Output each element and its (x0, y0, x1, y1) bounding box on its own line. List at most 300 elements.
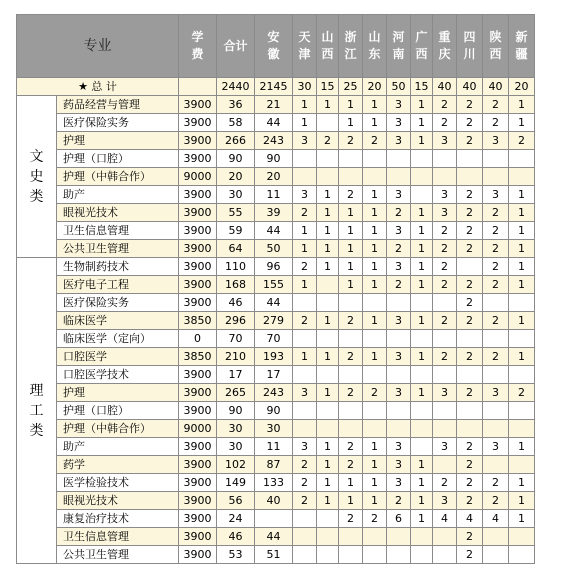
quota-cell: 1 (363, 114, 387, 132)
quota-cell (483, 420, 509, 438)
total-value-cell: 2145 (255, 78, 293, 96)
quota-cell: 1 (317, 222, 339, 240)
quota-cell: 193 (255, 348, 293, 366)
quota-cell (509, 168, 535, 186)
quota-cell: 2 (433, 348, 457, 366)
header-province-1: 天津 (293, 15, 317, 78)
quota-cell: 1 (411, 276, 433, 294)
quota-cell: 3 (483, 384, 509, 402)
quota-cell: 3 (387, 348, 411, 366)
quota-cell (433, 546, 457, 564)
header-major: 专业 (17, 15, 179, 78)
quota-cell: 1 (339, 204, 363, 222)
fee-cell: 3900 (179, 546, 217, 564)
quota-cell: 1 (293, 348, 317, 366)
quota-cell (483, 294, 509, 312)
quota-cell: 1 (509, 492, 535, 510)
fee-cell: 3900 (179, 474, 217, 492)
quota-cell (433, 366, 457, 384)
table-row (17, 420, 535, 438)
quota-cell: 1 (411, 96, 433, 114)
quota-cell: 2 (293, 312, 317, 330)
header-province-4: 山东 (363, 15, 387, 78)
quota-cell: 2 (293, 492, 317, 510)
quota-cell: 1 (363, 276, 387, 294)
quota-cell (363, 366, 387, 384)
quota-cell: 4 (433, 510, 457, 528)
quota-cell: 3 (387, 456, 411, 474)
quota-cell: 243 (255, 132, 293, 150)
quota-cell: 1 (363, 96, 387, 114)
quota-cell: 1 (293, 114, 317, 132)
quota-cell: 87 (255, 456, 293, 474)
quota-cell: 1 (293, 276, 317, 294)
quota-cell: 3 (433, 204, 457, 222)
total-value-cell: 40 (433, 78, 457, 96)
major-name-cell: 公共卫生管理 (57, 546, 179, 564)
quota-cell: 1 (363, 258, 387, 276)
quota-cell (255, 510, 293, 528)
quota-cell: 1 (363, 474, 387, 492)
major-name-cell: 医疗电子工程 (57, 276, 179, 294)
quota-cell (293, 294, 317, 312)
quota-cell: 50 (255, 240, 293, 258)
quota-cell (411, 402, 433, 420)
table-row (17, 168, 535, 186)
quota-cell: 3 (483, 438, 509, 456)
major-name-cell: 助产 (57, 186, 179, 204)
total-cell: 56 (217, 492, 255, 510)
major-name-cell: 护理 (57, 132, 179, 150)
quota-cell: 2 (483, 312, 509, 330)
quota-cell (509, 330, 535, 348)
quota-cell: 3 (433, 132, 457, 150)
quota-cell (317, 150, 339, 168)
quota-cell (363, 150, 387, 168)
major-name-cell: 药学 (57, 456, 179, 474)
quota-cell (363, 330, 387, 348)
total-label: ★ 总 计 (17, 78, 179, 96)
total-cell: 30 (217, 420, 255, 438)
major-name-cell: 医疗保险实务 (57, 294, 179, 312)
quota-cell (457, 420, 483, 438)
quota-cell: 1 (317, 438, 339, 456)
quota-cell (339, 546, 363, 564)
quota-cell: 133 (255, 474, 293, 492)
table-row (17, 330, 535, 348)
quota-cell (387, 150, 411, 168)
header-province-8: 四川 (457, 15, 483, 78)
major-name-cell: 临床医学 (57, 312, 179, 330)
quota-cell (293, 510, 317, 528)
quota-cell: 1 (411, 474, 433, 492)
quota-cell: 1 (509, 240, 535, 258)
quota-cell: 2 (509, 384, 535, 402)
quota-cell: 1 (317, 312, 339, 330)
table-row (17, 384, 535, 402)
quota-cell: 90 (255, 402, 293, 420)
total-cell: 64 (217, 240, 255, 258)
quota-cell: 2 (483, 348, 509, 366)
quota-cell: 3 (387, 186, 411, 204)
quota-cell: 2 (433, 258, 457, 276)
quota-cell: 1 (317, 492, 339, 510)
fee-cell: 3850 (179, 348, 217, 366)
quota-cell: 2 (457, 240, 483, 258)
quota-cell: 2 (433, 222, 457, 240)
quota-cell: 4 (457, 510, 483, 528)
quota-cell (411, 528, 433, 546)
quota-cell: 1 (339, 276, 363, 294)
quota-cell: 1 (411, 384, 433, 402)
total-cell: 265 (217, 384, 255, 402)
quota-cell: 2 (509, 132, 535, 150)
quota-cell: 3 (387, 438, 411, 456)
quota-cell: 1 (293, 96, 317, 114)
quota-cell: 1 (363, 240, 387, 258)
total-cell: 17 (217, 366, 255, 384)
quota-cell (339, 168, 363, 186)
quota-cell: 2 (457, 474, 483, 492)
quota-cell (411, 420, 433, 438)
quota-cell: 1 (509, 204, 535, 222)
quota-cell: 21 (255, 96, 293, 114)
quota-cell: 155 (255, 276, 293, 294)
table-row (17, 510, 535, 528)
fee-cell: 3900 (179, 510, 217, 528)
total-cell: 59 (217, 222, 255, 240)
quota-cell: 1 (509, 114, 535, 132)
quota-cell: 2 (457, 384, 483, 402)
quota-cell: 3 (293, 384, 317, 402)
total-cell: 46 (217, 294, 255, 312)
fee-cell: 3850 (179, 312, 217, 330)
table-row (17, 456, 535, 474)
quota-cell: 243 (255, 384, 293, 402)
fee-cell: 3900 (179, 528, 217, 546)
quota-cell: 2 (483, 114, 509, 132)
quota-cell: 1 (509, 438, 535, 456)
category-cell (17, 258, 57, 564)
total-cell: 90 (217, 402, 255, 420)
table-row (17, 528, 535, 546)
quota-cell: 1 (363, 438, 387, 456)
quota-cell: 1 (509, 276, 535, 294)
quota-cell (363, 402, 387, 420)
quota-cell: 1 (411, 510, 433, 528)
total-value-cell: 20 (509, 78, 535, 96)
quota-cell (411, 294, 433, 312)
quota-cell: 2 (339, 438, 363, 456)
table-row (17, 132, 535, 150)
quota-cell: 40 (255, 492, 293, 510)
quota-cell: 2 (457, 348, 483, 366)
quota-cell (483, 528, 509, 546)
quota-cell (433, 168, 457, 186)
quota-cell: 44 (255, 528, 293, 546)
quota-cell: 1 (411, 240, 433, 258)
quota-cell (483, 366, 509, 384)
total-value-cell: 40 (457, 78, 483, 96)
quota-cell (293, 168, 317, 186)
quota-cell: 1 (509, 96, 535, 114)
major-name-cell: 药品经营与管理 (57, 96, 179, 114)
quota-cell (317, 330, 339, 348)
total-cell: 102 (217, 456, 255, 474)
fee-cell: 3900 (179, 114, 217, 132)
quota-cell: 1 (317, 474, 339, 492)
quota-cell: 2 (433, 312, 457, 330)
table-row (17, 222, 535, 240)
major-name-cell: 护理 (57, 384, 179, 402)
total-cell: 168 (217, 276, 255, 294)
quota-cell: 1 (317, 204, 339, 222)
total-value-cell: 2440 (217, 78, 255, 96)
quota-cell: 2 (483, 276, 509, 294)
quota-cell (457, 258, 483, 276)
header-province-0: 安徽 (255, 15, 293, 78)
quota-cell: 2 (483, 474, 509, 492)
major-name-cell: 口腔医学技术 (57, 366, 179, 384)
quota-cell: 2 (457, 312, 483, 330)
quota-cell: 1 (509, 474, 535, 492)
table-row (17, 492, 535, 510)
table-row (17, 114, 535, 132)
quota-cell (509, 546, 535, 564)
header-province-10: 新疆 (509, 15, 535, 78)
quota-cell: 1 (293, 240, 317, 258)
quota-cell: 2 (457, 546, 483, 564)
quota-cell: 3 (293, 438, 317, 456)
total-cell: 110 (217, 258, 255, 276)
quota-cell (509, 294, 535, 312)
quota-cell (317, 402, 339, 420)
major-name-cell: 护理（口腔） (57, 150, 179, 168)
header-province-5: 河南 (387, 15, 411, 78)
quota-cell: 1 (317, 240, 339, 258)
quota-cell (509, 528, 535, 546)
quota-cell: 3 (433, 492, 457, 510)
table-row (17, 258, 535, 276)
fee-cell: 3900 (179, 366, 217, 384)
table-row (17, 438, 535, 456)
total-value-cell: 25 (339, 78, 363, 96)
quota-cell: 3 (433, 438, 457, 456)
major-name-cell: 眼视光技术 (57, 492, 179, 510)
quota-cell (317, 276, 339, 294)
total-value-cell: 15 (317, 78, 339, 96)
quota-cell: 2 (339, 348, 363, 366)
quota-cell: 2 (293, 456, 317, 474)
quota-cell (509, 150, 535, 168)
quota-cell: 3 (483, 186, 509, 204)
quota-cell (509, 420, 535, 438)
quota-cell: 1 (293, 222, 317, 240)
quota-cell (387, 546, 411, 564)
total-fee-cell (179, 78, 217, 96)
quota-cell: 1 (509, 348, 535, 366)
category-label: 文史类 (29, 148, 44, 205)
quota-cell: 2 (339, 510, 363, 528)
quota-cell: 1 (317, 186, 339, 204)
table-row (17, 348, 535, 366)
quota-cell: 3 (387, 474, 411, 492)
quota-cell: 90 (255, 150, 293, 168)
quota-cell (457, 150, 483, 168)
quota-cell (387, 420, 411, 438)
quota-cell: 1 (317, 456, 339, 474)
fee-cell: 3900 (179, 456, 217, 474)
quota-cell: 2 (457, 438, 483, 456)
quota-cell (483, 402, 509, 420)
table-body (17, 78, 535, 564)
quota-cell: 20 (255, 168, 293, 186)
quota-cell: 51 (255, 546, 293, 564)
quota-cell (411, 546, 433, 564)
quota-cell: 1 (411, 204, 433, 222)
quota-cell: 3 (387, 132, 411, 150)
table-row (17, 546, 535, 564)
major-name-cell: 卫生信息管理 (57, 222, 179, 240)
quota-cell (293, 330, 317, 348)
quota-cell (363, 528, 387, 546)
fee-cell: 3900 (179, 402, 217, 420)
quota-cell (293, 402, 317, 420)
quota-cell: 70 (255, 330, 293, 348)
table-row (17, 294, 535, 312)
header-province-2: 山西 (317, 15, 339, 78)
quota-cell (317, 528, 339, 546)
quota-cell (339, 330, 363, 348)
total-cell: 210 (217, 348, 255, 366)
table-row (17, 312, 535, 330)
quota-cell (411, 186, 433, 204)
quota-cell: 1 (339, 258, 363, 276)
header-fee: 学费 (179, 15, 217, 78)
quota-cell (317, 510, 339, 528)
quota-cell (433, 420, 457, 438)
quota-cell: 3 (433, 384, 457, 402)
fee-cell: 3900 (179, 132, 217, 150)
total-cell: 58 (217, 114, 255, 132)
fee-cell: 3900 (179, 438, 217, 456)
fee-cell: 0 (179, 330, 217, 348)
total-cell: 53 (217, 546, 255, 564)
quota-cell: 44 (255, 222, 293, 240)
quota-cell (317, 546, 339, 564)
table-row (17, 186, 535, 204)
quota-cell: 1 (363, 312, 387, 330)
major-name-cell: 助产 (57, 438, 179, 456)
quota-cell: 1 (509, 258, 535, 276)
quota-cell: 2 (363, 132, 387, 150)
fee-cell: 3900 (179, 492, 217, 510)
quota-cell: 2 (457, 204, 483, 222)
total-cell: 149 (217, 474, 255, 492)
fee-cell: 9000 (179, 420, 217, 438)
quota-cell (483, 546, 509, 564)
quota-cell: 3 (483, 132, 509, 150)
quota-cell: 1 (339, 492, 363, 510)
quota-cell: 1 (363, 204, 387, 222)
quota-cell (339, 150, 363, 168)
quota-cell: 1 (363, 456, 387, 474)
quota-cell: 2 (483, 222, 509, 240)
quota-cell: 2 (363, 384, 387, 402)
quota-cell (483, 330, 509, 348)
quota-cell: 1 (411, 348, 433, 366)
quota-cell: 2 (457, 114, 483, 132)
quota-cell (339, 420, 363, 438)
quota-cell: 2 (483, 204, 509, 222)
quota-cell (387, 366, 411, 384)
major-name-cell: 临床医学（定向） (57, 330, 179, 348)
major-name-cell: 医学检验技术 (57, 474, 179, 492)
quota-cell: 2 (339, 132, 363, 150)
quota-cell (433, 294, 457, 312)
quota-cell: 11 (255, 186, 293, 204)
total-cell: 90 (217, 150, 255, 168)
quota-cell: 1 (317, 348, 339, 366)
total-cell: 30 (217, 438, 255, 456)
quota-cell: 2 (483, 492, 509, 510)
total-value-cell: 15 (411, 78, 433, 96)
quota-cell: 44 (255, 114, 293, 132)
fee-cell: 3900 (179, 258, 217, 276)
quota-cell (317, 168, 339, 186)
quota-cell (433, 150, 457, 168)
quota-cell: 1 (339, 96, 363, 114)
total-value-cell: 40 (483, 78, 509, 96)
quota-cell: 96 (255, 258, 293, 276)
quota-cell: 1 (411, 114, 433, 132)
total-cell: 266 (217, 132, 255, 150)
quota-cell (509, 402, 535, 420)
table-row (17, 204, 535, 222)
quota-cell (363, 294, 387, 312)
quota-cell: 3 (387, 384, 411, 402)
table-row (17, 96, 535, 114)
quota-cell: 2 (339, 456, 363, 474)
quota-cell (387, 294, 411, 312)
quota-cell: 2 (433, 474, 457, 492)
quota-cell: 2 (387, 492, 411, 510)
quota-cell: 2 (293, 258, 317, 276)
quota-cell: 2 (293, 474, 317, 492)
major-name-cell: 护理（口腔） (57, 402, 179, 420)
quota-cell (411, 366, 433, 384)
fee-cell: 3900 (179, 204, 217, 222)
quota-cell (339, 294, 363, 312)
quota-cell: 1 (509, 312, 535, 330)
total-value-cell: 20 (363, 78, 387, 96)
quota-cell (293, 366, 317, 384)
quota-cell: 1 (411, 456, 433, 474)
quota-cell (483, 168, 509, 186)
quota-cell: 3 (387, 222, 411, 240)
major-name-cell: 护理（中韩合作） (57, 168, 179, 186)
enrollment-table-container (16, 14, 535, 564)
category-cell (17, 96, 57, 258)
total-value-cell: 30 (293, 78, 317, 96)
quota-cell: 2 (457, 186, 483, 204)
quota-cell (411, 438, 433, 456)
quota-cell: 2 (433, 276, 457, 294)
quota-cell (363, 420, 387, 438)
quota-cell (433, 330, 457, 348)
quota-cell (339, 402, 363, 420)
quota-cell (317, 366, 339, 384)
